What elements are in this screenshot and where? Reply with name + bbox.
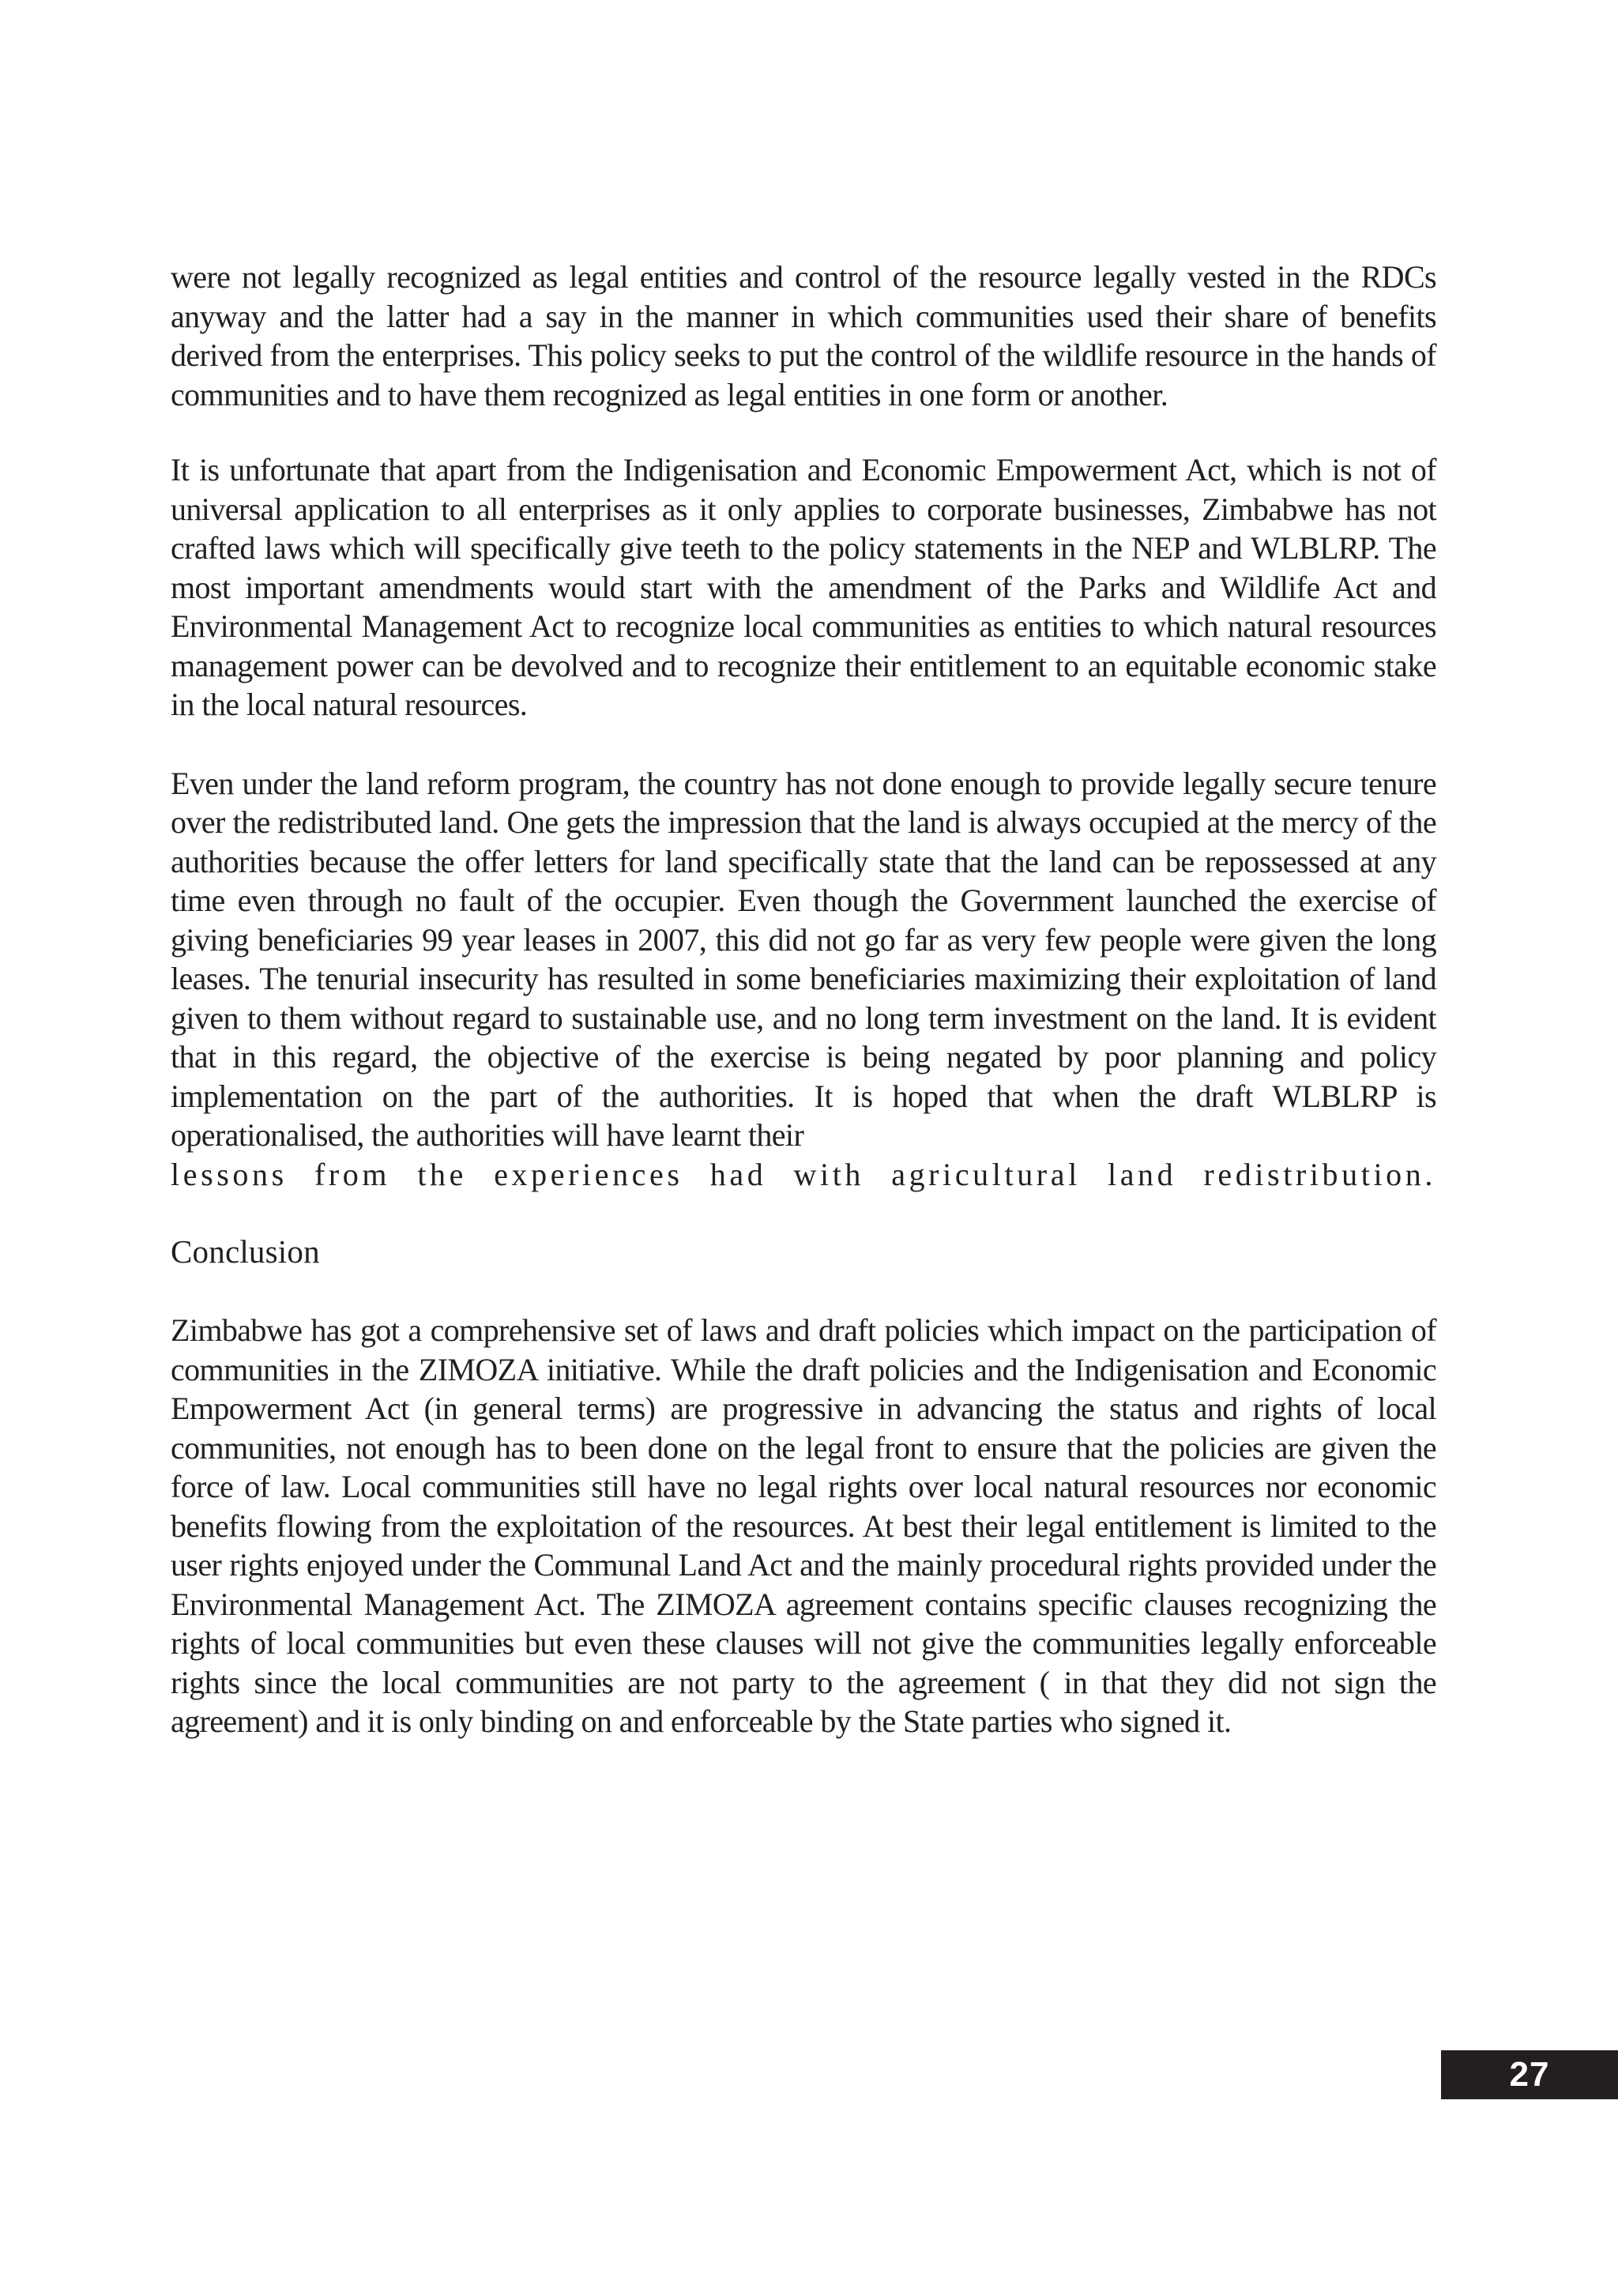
conclusion-heading: Conclusion xyxy=(171,1233,320,1270)
page-body xyxy=(171,258,1436,1741)
body-paragraph-1: were not legally recognized as legal entities and control of the resource legally vested in the RDCs anyway and the latter had a say in the manner in which communities used their share of benefits derived from the enterprises. This policy seeks to put the control of the wildlife resource in the hands of communities and to have them recognized as legal entities in one form or another. xyxy=(171,259,1436,412)
body-paragraph-3 xyxy=(171,764,1436,1195)
body-paragraph-3-text: Even under the land reform program, the country has not done enough to provide legally secure tenure over the redistributed land. One gets the impression that the land is always occupied at the mercy of the authorities because the offer letters for land specifically state that the land can be repossessed at any time even through no fault of the occupier. Even though the Government launched the exercise of giving beneficiaries 99 year leases in 2007, this did not go far as very few people were given the long leases. The tenurial insecurity has resulted in some beneficiaries maximizing their exploitation of land given to them without regard to sustainable use, and no long term investment on the land. It is evident that in this regard, the objective of the exercise is being negated by poor planning and policy implementation on the part of the authorities. It is hoped that when the draft WLBLRP is operationalised, the authorities will have learnt their xyxy=(171,765,1436,1153)
body-paragraph-3-last-line: lessons from the experiences had with agricultural land redistribution. xyxy=(171,1156,1436,1192)
conclusion-paragraph: Zimbabwe has got a comprehensive set of laws and draft policies which impact on the participation of communities in the ZIMOZA initiative. While the draft policies and the Indigenisation and Economic Empowerment Act (in general terms) are progressive in advancing the status and rights of local communities, not enough has to been done on the legal front to ensure that the policies are given the force of law. Local communities still have no legal rights over local natural resources nor economic benefits flowing from the exploitation of the resources. At best their legal entitlement is limited to the user rights enjoyed under the Communal Land Act and the mainly procedural rights provided under the Environmental Management Act. The ZIMOZA agreement contains specific clauses recognizing the rights of local communities but even these clauses will not give the communities legally enforceable rights since the local communities are not party to the agreement ( in that they did not sign the agreement) and it is only binding on and enforceable by the State parties who signed it. xyxy=(171,1312,1436,1739)
page-number-badge: 27 xyxy=(1441,2050,1618,2099)
body-paragraph-2: It is unfortunate that apart from the Indigenisation and Economic Empowerment Act, which is not of universal application to all enterprises as it only applies to corporate businesses, Zimbabwe has not crafted laws which will specifically give teeth to the policy statements in the NEP and WLBLRP. The most important amendments would start with the amendment of the Parks and Wildlife Act and Environmental Management Act to recognize local communities as entities to which natural resources management power can be devolved and to recognize their entitlement to an equitable economic stake in the local natural resources. xyxy=(171,452,1436,722)
